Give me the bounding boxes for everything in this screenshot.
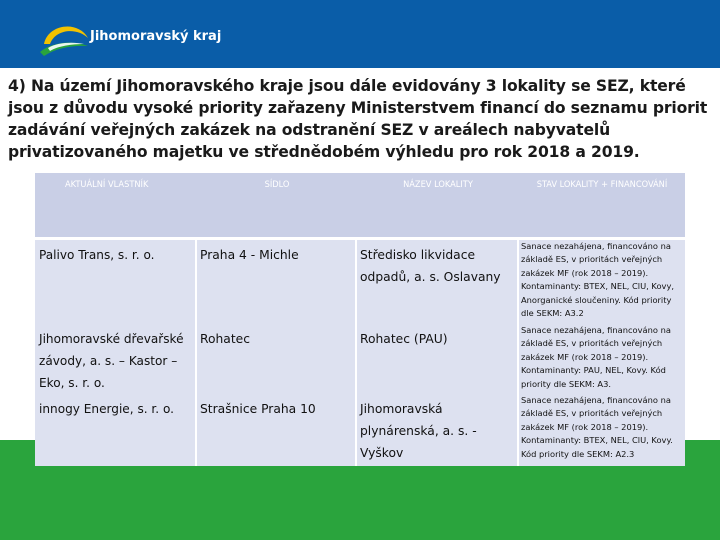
seat-cell: Strašnice Praha 10 <box>197 394 357 466</box>
table-row <box>35 324 685 394</box>
status-cell: Sanace nezahájena, financováno na základě ES, v prioritách veřejných zakázek MF (rok 2018 – 2019). Kontaminanty: BTEX, NEL, ClU, Kovy. Kód priority dle SEKM: A2.3 <box>519 394 685 466</box>
status-cell: Sanace nezahájena, financováno na základě ES, v prioritách veřejných zakázek MF (rok 2018 – 2019). Kontaminanty: PAU, NEL, Kovy. Kód priority dle SEKM: A3. <box>519 324 685 394</box>
sites-table <box>35 173 685 466</box>
site-cell: Rohatec (PAU) <box>357 324 519 394</box>
page-heading: 4) Na území Jihomoravského kraje jsou dále evidovány 3 lokality se SEZ, které jsou z důvodu vysoké priority zařazeny Ministerstvem financí do seznamu priorit zadávání veřejných zakázek na odstranění SEZ v areálech nabyvatelů privatizovaného majetku ve střednědobém výhledu pro rok 2018 a 2019. <box>8 77 708 161</box>
table-row <box>35 394 685 466</box>
owner-cell: innogy Energie, s. r. o. <box>35 394 197 466</box>
table-row <box>35 240 685 324</box>
status-cell: Sanace nezahájena, financováno na základě ES, v prioritách veřejných zakázek MF (rok 2018 – 2019). Kontaminanty: BTEX, NEL, ClU, Kovy, Anorganické sloučeniny. Kód priority dle SEKM: A3.2 <box>519 240 685 324</box>
site-cell: Jihomoravská plynárenská, a. s. - Vyškov <box>357 394 519 466</box>
header-bar <box>0 0 720 68</box>
column-header-site: NÁZEV LOKALITY <box>357 173 519 240</box>
seat-cell: Praha 4 - Michle <box>197 240 357 324</box>
owner-cell: Jihomoravské dřevařské závody, a. s. – Kastor – Eko, s. r. o. <box>35 324 197 394</box>
seat-cell: Rohatec <box>197 324 357 394</box>
column-header-owner: AKTUÁLNÍ VLASTNÍK <box>35 173 197 240</box>
table-header-row <box>35 173 685 240</box>
column-header-seat: SÍDLO <box>197 173 357 240</box>
owner-cell: Palivo Trans, s. r. o. <box>35 240 197 324</box>
brand-name: Jihomoravský kraj <box>90 29 222 44</box>
site-cell: Středisko likvidace odpadů, a. s. Oslavany <box>357 240 519 324</box>
column-header-status: STAV LOKALITY + FINANCOVÁNÍ <box>519 173 685 240</box>
jmk-logo-icon <box>38 18 90 56</box>
